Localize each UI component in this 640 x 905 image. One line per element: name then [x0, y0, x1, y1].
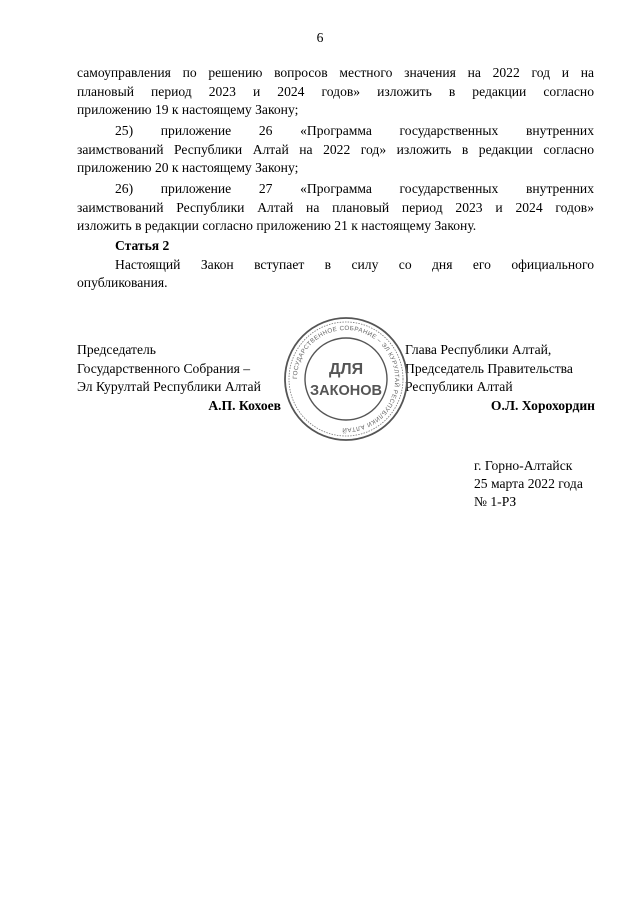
paragraph-line: 25) приложение 26 «Программа государственных внутренних: [115, 123, 594, 138]
paragraph-line: изложить в редакции согласно приложению 21 к настоящему Закону.: [77, 218, 477, 233]
paragraph-line: приложению 19 к настоящему Закону;: [77, 102, 299, 117]
official-seal: [282, 315, 410, 443]
document-date: 25 марта 2022 года: [474, 476, 583, 491]
seal-ring-text: ГОСУДАРСТВЕННОЕ СОБРАНИЕ – ЭЛ КУРУЛТАЙ РЕСПУБЛИКИ АЛТАЙ: [291, 324, 401, 434]
paragraph-line: самоуправления по решению вопросов местного значения на 2022 год и на: [77, 65, 594, 80]
signature-left-title: Государственного Собрания –: [77, 360, 251, 376]
paragraph-1: [77, 64, 594, 120]
signature-right-name: О.Л. Хорохордин: [490, 397, 595, 413]
document-meta: [474, 457, 583, 511]
document-number: № 1-РЗ: [474, 494, 517, 509]
article-line: Настоящий Закон вступает в силу со дня его официального: [115, 256, 594, 272]
paragraph-line: 26) приложение 27 «Программа государственных внутренних: [115, 181, 594, 196]
article-line: опубликования.: [77, 275, 168, 290]
svg-text:ГОСУДАРСТВЕННОЕ СОБРАНИЕ – ЭЛ: [292, 325, 401, 434]
seal-text-top: ДЛЯ: [328, 361, 364, 378]
signature-left: [77, 341, 281, 415]
article-section: [77, 237, 594, 293]
paragraph-3: [77, 180, 594, 236]
page-number: 6: [316, 30, 324, 45]
signature-left-name: А.П. Кохоев: [208, 397, 281, 413]
seal-text-bottom: ЗАКОНОВ: [310, 383, 382, 399]
signature-right-title: Председатель Правительства: [405, 360, 573, 376]
document-place: г. Горно-Алтайск: [474, 458, 573, 473]
paragraph-line: заимствований Республики Алтай на плановый период 2023 и 2024 годов»: [77, 199, 594, 215]
article-heading: Статья 2: [115, 238, 170, 253]
paragraph-line: заимствований Республики Алтай на 2022 год» изложить в редакции согласно: [77, 141, 594, 157]
paragraph-line: плановый период 2023 и 2024 годов» изложить в редакции согласно: [77, 83, 594, 99]
paragraph-2: [77, 122, 594, 178]
signature-right: [405, 341, 595, 415]
signature-right-title: Республики Алтай: [405, 379, 513, 394]
signature-left-title: Эл Курултай Республики Алтай: [77, 379, 261, 394]
signature-left-title: Председатель: [77, 342, 156, 357]
paragraph-line: приложению 20 к настоящему Закону;: [77, 160, 299, 175]
signature-right-title: Глава Республики Алтай,: [405, 342, 552, 357]
